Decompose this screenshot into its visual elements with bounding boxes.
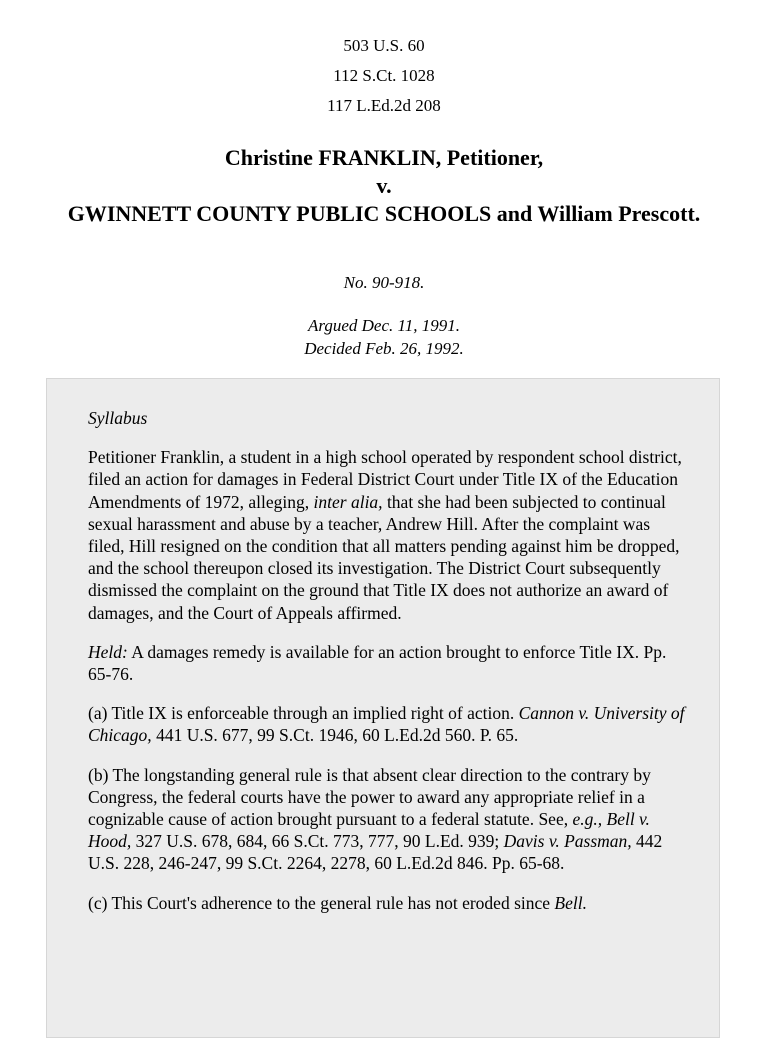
syllabus-box: [46, 378, 720, 1038]
syllabus-heading: Syllabus: [88, 408, 148, 428]
facts-italic-1: inter alia,: [313, 491, 383, 512]
point-c-text-1: (c) This Court's adherence to the general rule has not eroded since: [88, 892, 555, 913]
syllabus-facts-paragraph: [88, 446, 688, 624]
syllabus-content: [88, 407, 688, 931]
point-a-text-1: (a) Title IX is enforceable through an implied right of action.: [88, 703, 519, 724]
point-b-italic-1: e.g., Bell v. Hood,: [88, 809, 650, 852]
decided-date: Decided Feb. 26, 1992.: [304, 339, 464, 358]
point-b-text-1: (b) The longstanding general rule is that absent clear direction to the contrary by Congress, the federal courts have the power to award any appropriate relief in a cognizable cause of action brought pursuant to a federal statute. See,: [88, 764, 651, 830]
held-text: A damages remedy is available for an action brought to enforce Title IX. Pp. 65-76.: [88, 641, 667, 685]
petitioner-name: Christine FRANKLIN, Petitioner,: [224, 145, 544, 170]
docket-number: No. 90-918.: [343, 273, 425, 292]
syllabus-point-b: [88, 764, 688, 875]
facts-text-1: Petitioner Franklin, a student in a high school operated by respondent school district, filed an action for damages in Federal District Court under Title IX of the Education Amendments of 1972, alleging,: [88, 447, 682, 512]
facts-text-2: that she had been subjected to continual sexual harassment and abuse by a teacher, Andrew Hill. After the complaint was filed, Hill resigned on the condition that all matters pending against him be dropped, and the school thereupon closed its investigation. The District Court subsequently dismissed the complaint on the ground that Title IX does not authorize an award of damages, and the Court of Appeals affirmed.: [88, 491, 680, 623]
citation-us-reports: 503 U.S. 60: [343, 36, 425, 55]
citation-lawyers-edition: 117 L.Ed.2d 208: [327, 96, 441, 115]
held-label: Held:: [88, 641, 128, 662]
syllabus-point-c: [88, 892, 688, 914]
respondent-name: GWINNETT COUNTY PUBLIC SCHOOLS and William Prescott.: [67, 201, 701, 226]
case-dates: [0, 314, 768, 360]
citation-supreme-court-reporter: 112 S.Ct. 1028: [333, 66, 435, 85]
syllabus-held-paragraph: [88, 641, 688, 685]
point-b-text-2: 327 U.S. 678, 684, 66 S.Ct. 773, 777, 90 L.Ed. 939;: [131, 831, 504, 852]
versus-label: v.: [376, 173, 392, 198]
point-b-text-3: 442 U.S. 228, 246-247, 99 S.Ct. 2264, 2278, 60 L.Ed.2d 846. Pp. 65-68.: [88, 831, 663, 874]
point-a-text-2: 441 U.S. 677, 99 S.Ct. 1946, 60 L.Ed.2d 560. P. 65.: [151, 725, 519, 746]
point-b-italic-2: Davis v. Passman,: [503, 831, 632, 852]
argued-date: Argued Dec. 11, 1991.: [307, 316, 461, 335]
point-a-italic-1: Cannon v. University of Chicago,: [88, 703, 685, 746]
syllabus-point-a: [88, 702, 688, 746]
case-title: [60, 144, 708, 228]
point-c-italic-1: Bell.: [554, 892, 587, 913]
case-citations: [0, 34, 768, 124]
